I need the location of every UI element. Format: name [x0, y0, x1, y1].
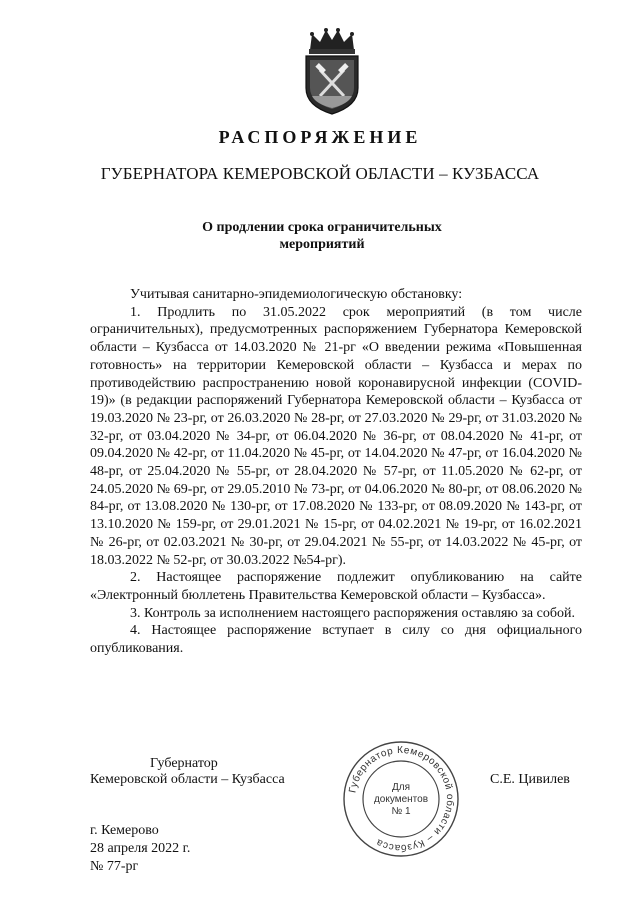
issue-place: г. Кемерово	[90, 823, 159, 838]
subject-line-1: О продлении срока ограничительных	[202, 220, 442, 235]
document-body	[90, 286, 582, 658]
document-type-heading: РАСПОРЯЖЕНИЕ	[218, 127, 422, 147]
stamp-inner-line-1: Для	[391, 782, 411, 793]
signatory-region: Кемеровской области – Кузбасса	[90, 772, 285, 787]
issue-date: 28 апреля 2022 г.	[90, 841, 191, 856]
item-1-paragraph: 1. Продлить по 31.05.2022 срок мероприятий (в том числе ограничительных), предусмотренных распоряжением Губернатора Кемеровской области – Кузбасса от 14.03.2020 № 21-рг «О введении режима «Повышенная готовность» на территории Кемеровской области – Кузбасса и мерах по противодействию распространению новой коронавирусной инфекции (COVID-19)» (в редакции распоряжений Губернатора Кемеровской области – Кузбасса от 19.03.2020 № 23-рг, от 26.03.2020 № 28-рг, от 27.03.2020 № 29-рг, от 31.03.2020 № 32-рг, от 03.04.2020 № 34-рг, от 06.04.2020 № 36-рг, от 08.04.2020 № 41-рг, от 09.04.2020 № 42-рг, от 11.04.2020 № 45-рг, от 14.04.2020 № 47-рг, от 16.04.2020 № 48-рг, от 25.04.2020 № 55-рг, от 28.04.2020 № 57-рг, от 11.05.2020 № 62-рг, от 24.05.2020 № 69-рг, от 29.05.2010 № 73-рг, от 04.06.2020 № 80-рг, от 08.06.2020 № 84-рг, от 13.08.2020 № 130-рг, от 17.08.2020 № 133-рг, от 08.09.2020 № 143-рг, от 13.10.2020 № 159-рг, от 29.01.2021 № 15-рг, от 04.02.2021 № 19-рг, от 16.02.2021 № 26-рг, от 02.03.2021 № 30-рг, от 29.04.2021 № 55-рг, от 14.03.2022 № 45-рг, от 18.03.2022 № 52-рг, от 30.03.2022 №54-рг).	[90, 304, 582, 568]
signatory-name: С.Е. Цивилев	[490, 772, 570, 787]
stamp-inner-line-2: документов	[373, 794, 429, 805]
official-stamp	[340, 738, 462, 860]
item-3-paragraph: 3. Контроль за исполнением настоящего распоряжения оставляю за собой.	[130, 605, 575, 621]
issuer-heading: ГУБЕРНАТОРА КЕМЕРОВСКОЙ ОБЛАСТИ – КУЗБАССА	[100, 164, 540, 183]
subject-line-2: мероприятий	[279, 237, 365, 252]
stamp-ring-text: Губернатор Кемеровской области – Кузбасса	[347, 744, 456, 854]
item-4-paragraph: 4. Настоящее распоряжение вступает в силу со дня официального опубликования.	[90, 623, 582, 657]
coat-of-arms-emblem	[298, 26, 366, 116]
signatory-title: Губернатор	[150, 756, 218, 771]
stamp-inner-line-3: № 1	[391, 806, 411, 817]
item-2-paragraph: 2. Настоящее распоряжение подлежит опубликованию на сайте «Электронный бюллетень Правительства Кемеровской области – Кузбасса».	[90, 570, 582, 603]
document-number: № 77-рг	[90, 859, 139, 874]
intro-paragraph: Учитывая санитарно-эпидемиологическую обстановку:	[130, 287, 463, 302]
document-subject	[120, 219, 524, 253]
